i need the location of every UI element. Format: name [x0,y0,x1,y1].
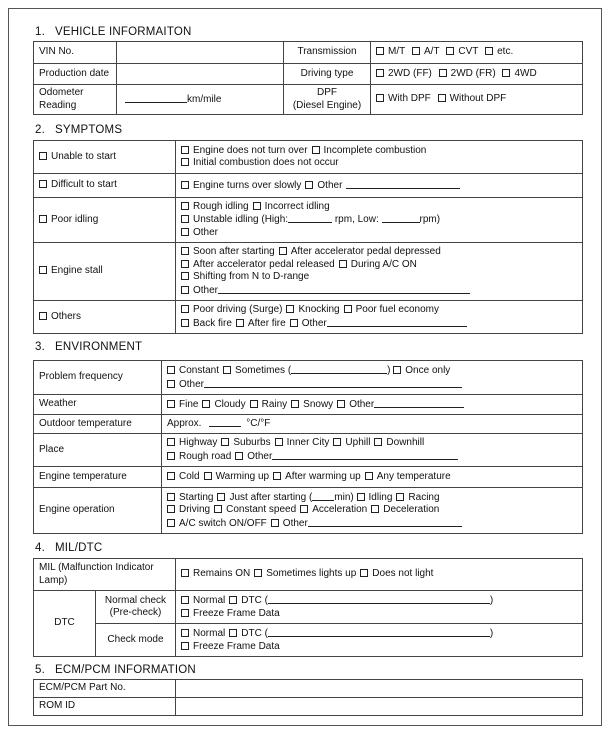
checkbox[interactable] [167,493,175,501]
checkbox[interactable] [39,180,47,188]
checkbox[interactable] [181,629,189,637]
normal-check-options: Normal DTC ( ) Freeze Frame Data [176,591,583,624]
checkbox[interactable] [181,158,189,166]
engine-temperature-options: Cold Warming up After warming up Any temperature [162,467,583,488]
checkbox[interactable] [167,519,175,527]
checkbox[interactable] [439,69,447,77]
checkbox[interactable] [167,400,175,408]
checkbox[interactable] [279,247,287,255]
checkbox[interactable] [181,305,189,313]
checkbox[interactable] [291,400,299,408]
others-options: Poor driving (Surge) Knocking Poor fuel economy Back fire After fire Other [176,301,583,334]
checkbox[interactable] [181,260,189,268]
checkbox[interactable] [181,319,189,327]
section-1-title: 1. VEHICLE INFORMAITON [35,26,192,38]
checkbox[interactable] [229,596,237,604]
checkbox[interactable] [39,215,47,223]
environment-table [33,360,583,534]
checkbox[interactable] [202,400,210,408]
section-5-title: 5. ECM/PCM INFORMATION [35,664,196,676]
checkbox[interactable] [376,69,384,77]
weather-options: Fine Cloudy Rainy Snowy Other [162,395,583,415]
section-3-title: 3. ENVIRONMENT [35,341,143,353]
check-mode-options: Normal DTC ( ) Freeze Frame Data [176,624,583,657]
checkbox[interactable] [167,380,175,388]
rom-id-label: ROM ID [34,698,176,716]
checkbox[interactable] [235,452,243,460]
driving-type-label: Driving type [284,64,371,85]
problem-frequency-options: Constant Sometimes ( ) Once only Other [162,361,583,395]
checkbox[interactable] [39,266,47,274]
checkbox[interactable] [502,69,510,77]
rom-id-field[interactable] [176,698,583,716]
dpf-label: DPF (Diesel Engine) [284,85,371,115]
checkbox[interactable] [312,146,320,154]
vehicle-info-table [33,41,583,115]
unable-to-start: Unable to start [34,141,176,174]
checkbox[interactable] [254,569,262,577]
checkbox[interactable] [393,366,401,374]
checkbox[interactable] [365,472,373,480]
checkbox[interactable] [223,366,231,374]
dpf-options: With DPF Without DPF [371,85,583,115]
engine-temperature-label: Engine temperature [34,467,162,488]
checkbox[interactable] [39,152,47,160]
engine-stall-options: Soon after starting After accelerator pedal depressed After accelerator pedal released During A/C ON Shifting from N to D-range Other [176,243,583,301]
normal-check-label: Normal check (Pre-check) [96,591,176,624]
checkbox[interactable] [229,629,237,637]
checkbox[interactable] [412,47,420,55]
check-mode-label: Check mode [96,624,176,657]
mil-dtc-table [33,558,583,657]
checkbox[interactable] [39,312,47,320]
poor-idling-options: Rough idling Incorrect idling Unstable idling (High: rpm, Low: rpm) Other [176,198,583,243]
dtc-label: DTC [34,591,96,657]
place-label: Place [34,434,162,467]
difficult-to-start: Difficult to start [34,174,176,198]
checkbox[interactable] [446,47,454,55]
difficult-to-start-options: Engine turns over slowly Other [176,174,583,198]
checkbox[interactable] [305,181,313,189]
problem-frequency-label: Problem frequency [34,361,162,395]
transmission-label: Transmission [284,42,371,64]
engine-operation-label: Engine operation [34,488,162,534]
production-date-field[interactable] [117,64,284,85]
checkbox[interactable] [286,305,294,313]
engine-stall: Engine stall [34,243,176,301]
checkbox[interactable] [181,286,189,294]
vin-field[interactable] [117,42,284,64]
checkbox[interactable] [250,400,258,408]
mil-options: Remains ON Sometimes lights up Does not light [176,559,583,591]
checkbox[interactable] [360,569,368,577]
unable-to-start-options: Engine does not turn over Incomplete combustion Initial combustion does not occur [176,141,583,174]
checkbox[interactable] [181,642,189,650]
checkbox[interactable] [181,181,189,189]
checkbox[interactable] [181,202,189,210]
symptoms-table [33,140,583,334]
checkbox[interactable] [167,472,175,480]
checkbox[interactable] [357,493,365,501]
ecm-pcm-table [33,679,583,716]
checkbox[interactable] [300,505,308,513]
mil-label: MIL (Malfunction Indicator Lamp) [34,559,176,591]
part-no-label: ECM/PCM Part No. [34,680,176,698]
checkbox[interactable] [167,366,175,374]
odometer-field[interactable]: km/mile [117,85,284,115]
checkbox[interactable] [337,400,345,408]
checkbox[interactable] [181,596,189,604]
checkbox[interactable] [181,247,189,255]
section-2-title: 2. SYMPTOMS [35,124,123,136]
poor-idling: Poor idling [34,198,176,243]
checkbox[interactable] [167,438,175,446]
odometer-label: Odometer Reading [34,85,117,115]
checkbox[interactable] [344,305,352,313]
transmission-options: M/T A/T CVT etc. [371,42,583,64]
checkbox[interactable] [253,202,261,210]
checkbox[interactable] [217,493,225,501]
checkbox[interactable] [374,438,382,446]
checkbox[interactable] [236,319,244,327]
checkbox[interactable] [438,94,446,102]
checkbox[interactable] [204,472,212,480]
checkbox[interactable] [485,47,493,55]
weather-label: Weather [34,395,162,415]
checkbox[interactable] [181,228,189,236]
checkbox[interactable] [271,519,279,527]
production-date-label: Production date [34,64,117,85]
checkbox[interactable] [181,609,189,617]
checkbox[interactable] [371,505,379,513]
checkbox[interactable] [181,215,189,223]
engine-operation-options: Starting Just after starting ( min) Idling Racing Driving Constant speed Acceleration Deceleration A/C switch ON/OFF Other [162,488,583,534]
driving-type-options: 2WD (FF) 2WD (FR) 4WD [371,64,583,85]
checkbox[interactable] [339,260,347,268]
checkbox[interactable] [275,438,283,446]
outdoor-temperature-label: Outdoor temperature [34,415,162,434]
section-4-title: 4. MIL/DTC [35,542,103,554]
checkbox[interactable] [290,319,298,327]
outdoor-temperature-field: Approx. °C/°F [162,415,583,434]
vin-label: VIN No. [34,42,117,64]
checkbox[interactable] [181,272,189,280]
part-no-field[interactable] [176,680,583,698]
checkbox[interactable] [376,47,384,55]
checkbox[interactable] [214,505,222,513]
checkbox[interactable] [181,569,189,577]
checkbox[interactable] [273,472,281,480]
checkbox[interactable] [167,505,175,513]
others: Others [34,301,176,334]
place-options: Highway Suburbs Inner City Uphill Downhill Rough road Other [162,434,583,467]
checkbox[interactable] [181,146,189,154]
checkbox[interactable] [396,493,404,501]
checkbox[interactable] [333,438,341,446]
checkbox[interactable] [376,94,384,102]
checkbox[interactable] [221,438,229,446]
checkbox[interactable] [167,452,175,460]
